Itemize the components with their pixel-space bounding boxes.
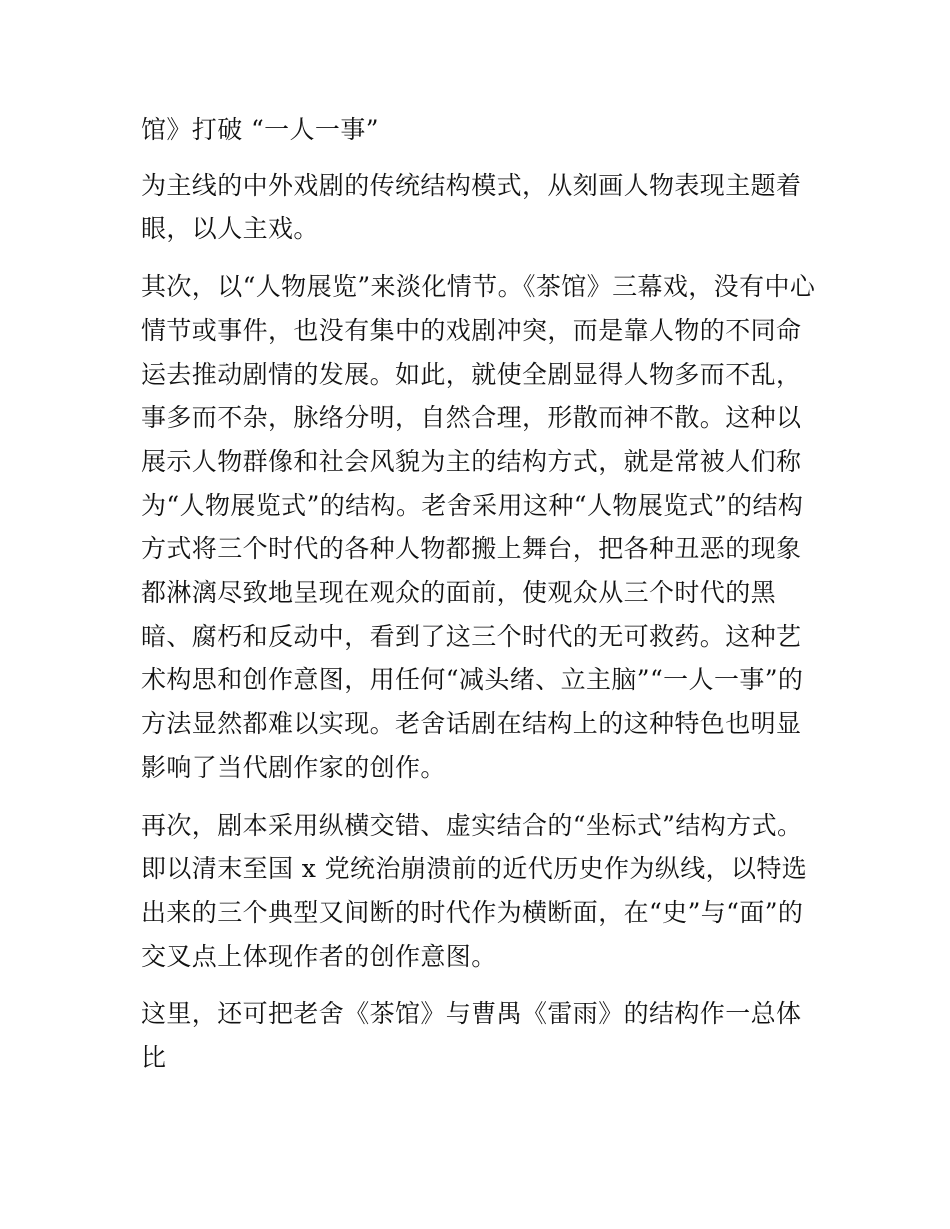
body-text	[141, 108, 821, 1094]
paragraph-second-point: 其次，以“人物展览”来淡化情节。《茶馆》三幕戏，没有中心情节或事件，也没有集中的戏剧冲突，而是靠人物的不同命运去推动剧情的发展。如此，就使全剧显得人物多而不乱，事多而不杂，脉络分明，自然合理，形散而神不散。这种以展示人物群像和社会风貌为主的结构方式，就是常被人们称为“人物展览式”的结构。老舍采用这种“人物展览式”的结构方式将三个时代的各种人物都搬上舞台，把各种丑恶的现象都淋漓尽致地呈现在观众的面前，使观众从三个时代的黑暗、腐朽和反动中，看到了这三个时代的无可救药。这种艺术构思和创作意图，用任何“减头绪、立主脑”“一人一事”的方法显然都难以实现。老舍话剧在结构上的这种特色也明显影响了当代剧作家的创作。	[141, 272, 816, 782]
paragraph-third-point: 再次，剧本采用纵横交错、虚实结合的“坐标式”结构方式。即以清末至国 x 党统治崩溃前的近代历史作为纵线，以特选出来的三个典型又间断的时代作为横断面，在“史”与“面”的交叉点上体现作者的创作意图。	[141, 810, 808, 971]
paragraph-continuation: 馆》打破 “一人一事”	[141, 115, 379, 144]
paragraph-comparison: 这里，还可把老舍《茶馆》与曹禺《雷雨》的结构作一总体比	[141, 999, 802, 1073]
paragraph-main-line: 为主线的中外戏剧的传统结构模式，从刻画人物表现主题着眼，以人主戏。	[141, 170, 802, 244]
